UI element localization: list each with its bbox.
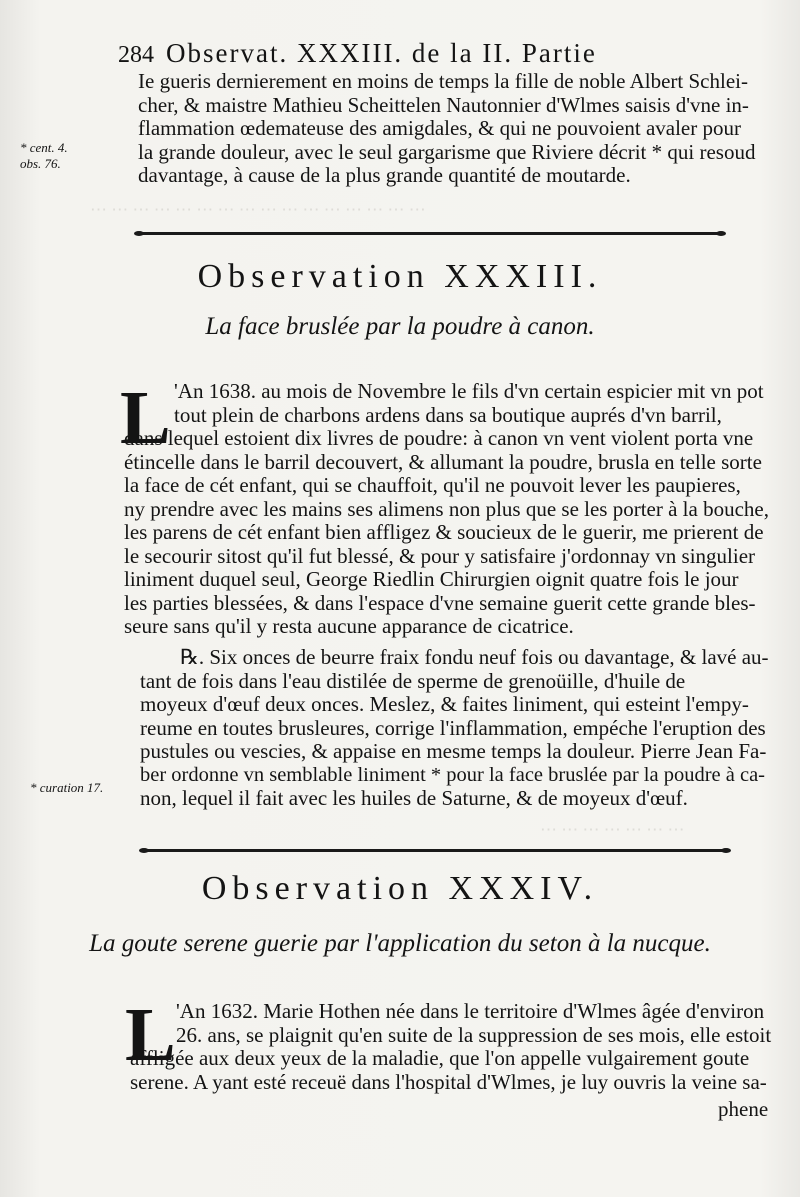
text-line: non, lequel il fait avec les huiles de Saturne, & de moyeux d'œuf. xyxy=(140,786,688,810)
text-line: ℞. Six onces de beurre fraix fondu neuf fois ou davantage, & lavé au- xyxy=(180,645,769,669)
text-line: la grande douleur, avec le seul gargarisme que Riviere décrit * qui resoud xyxy=(138,139,756,164)
show-through-text: ⋯ ⋯ ⋯ ⋯ ⋯ ⋯ ⋯ xyxy=(540,820,685,839)
text-line: ny prendre avec les mains ses alimens non plus que se les porter à la bouche, xyxy=(124,496,769,521)
continuation-paragraph xyxy=(138,70,778,188)
text-line: les parties blessées, & dans l'espace d'vne semaine guerit cette grande bles- xyxy=(124,590,756,615)
text-line: 26. ans, se plaignit qu'en suite de la suppression de ses mois, elle estoit xyxy=(176,1022,772,1047)
text-line: dans lequel estoient dix livres de poudre: à canon vn vent violent porta vne xyxy=(124,426,754,450)
text-line: les parens de cét enfant bien affligez & soucieux de le guerir, me prierent de xyxy=(124,520,764,544)
catchword: phene xyxy=(718,1097,769,1121)
observation-34-paragraph xyxy=(130,1000,775,1094)
observation-34-subtitle: La goute serene guerie par l'application du seton à la nucque. xyxy=(89,930,711,957)
text-line: reume en toutes brusleures, corrige l'inflammation, empéche l'eruption des xyxy=(140,715,766,740)
text-line: tout plein de charbons ardens dans sa boutique auprés d'vn barril, xyxy=(174,402,722,427)
show-through-text: ⋯ ⋯ ⋯ ⋯ ⋯ ⋯ ⋯ ⋯ ⋯ ⋯ ⋯ ⋯ ⋯ ⋯ ⋯ ⋯ xyxy=(90,200,426,219)
section-divider xyxy=(140,232,720,235)
text-line: le secourir sitost qu'il fut blessé, & pour y satisfaire j'ordonnay vn singulier xyxy=(124,543,756,568)
page-number: 284 xyxy=(118,42,154,68)
running-title: Observat. XXXIII. de la II. Partie xyxy=(166,38,597,68)
margin-note: * curation 17. xyxy=(30,780,104,795)
text-line: flammation œdemateuse des amigdales, & qui ne pouvoient avaler pour xyxy=(138,116,741,140)
text-line: pustules ou vescies, & appaise en mesme temps la douleur. Pierre Jean Fa- xyxy=(140,739,767,763)
margin-note xyxy=(20,140,68,172)
text-line: davantage, à cause de la plus grande quantité de moutarde. xyxy=(138,163,631,187)
text-line: cher, & maistre Mathieu Scheittelen Nautonnier d'Wlmes saisis d'vne in- xyxy=(138,92,749,117)
drop-cap: L xyxy=(120,376,171,460)
text-line: liniment duquel seul, George Riedlin Chirurgien oignit quatre fois le jour xyxy=(124,567,739,591)
text-line: affligée aux deux yeux de la maladie, que l'on appelle vulgairement goute xyxy=(130,1046,750,1070)
margin-note-line: * cent. 4. xyxy=(20,140,68,155)
text-line: seure sans qu'il y resta aucune apparance de cicatrice. xyxy=(124,614,574,638)
observation-33-subtitle: La face bruslée par la poudre à canon. xyxy=(205,313,595,340)
section-divider xyxy=(145,849,725,852)
text-line: ber ordonne vn semblable liniment * pour la face bruslée par la poudre à ca- xyxy=(140,763,765,786)
text-line: étincelle dans le barril decouvert, & allumant la poudre, brusla en telle sorte xyxy=(124,449,762,474)
text-line: 'An 1632. Marie Hothen née dans le territoire d'Wlmes âgée d'environ xyxy=(176,999,765,1023)
text-line: moyeux d'œuf deux onces. Meslez, & faites liniment, qui esteint l'empy- xyxy=(140,692,749,716)
text-line: la face de cét enfant, qui se chauffoit, qu'il ne pouvoit lever les paupieres, xyxy=(124,473,741,497)
observation-33-title: Observation XXXIII. xyxy=(197,258,603,295)
text-line: serene. A yant esté receuë dans l'hospital d'Wlmes, je luy ouvris la veine sa- xyxy=(130,1069,767,1094)
margin-note-line: obs. 76. xyxy=(20,156,61,171)
recipe-paragraph xyxy=(140,646,780,811)
drop-cap: L xyxy=(125,993,176,1077)
text-line: Ie gueris dernierement en moins de temps la fille de noble Albert Schlei- xyxy=(138,69,748,93)
observation-34-title: Observation XXXIV. xyxy=(201,870,599,907)
text-line: 'An 1638. au mois de Novembre le fils d'vn certain espicier mit vn pot xyxy=(174,379,764,403)
observation-33-paragraph xyxy=(124,380,774,639)
text-line: tant de fois dans l'eau distilée de sperme de grenoüille, d'huile de xyxy=(140,668,686,693)
